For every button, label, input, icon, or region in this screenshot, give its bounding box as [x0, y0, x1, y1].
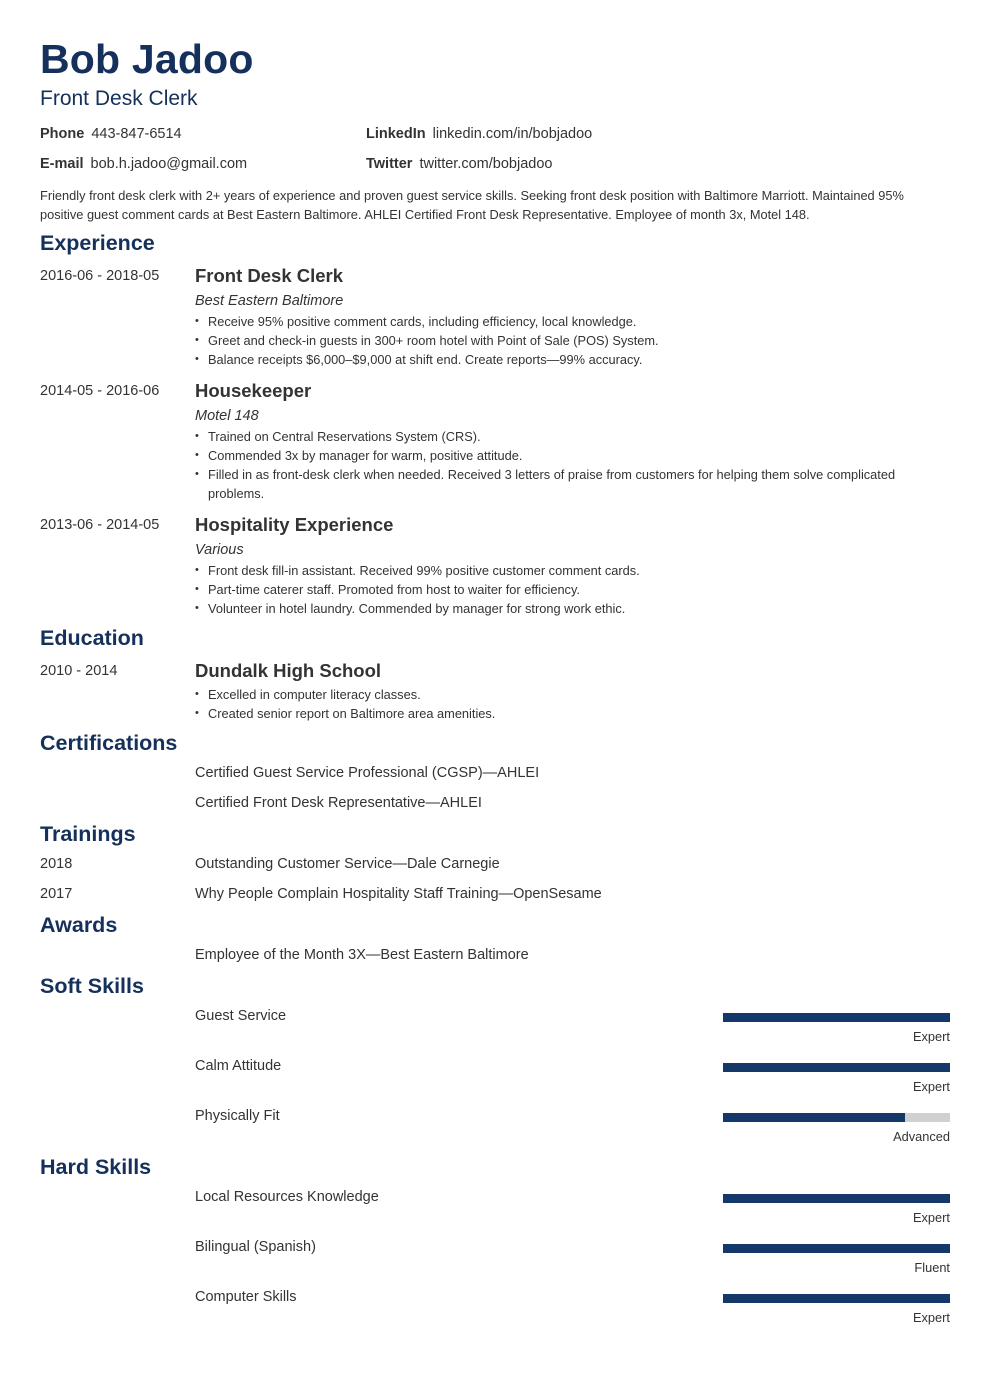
- skill-bar: [723, 1063, 950, 1072]
- certification-item: Certified Guest Service Professional (CGSP)—AHLEI: [195, 765, 540, 781]
- training-year: 2017: [40, 886, 73, 902]
- job-dates: 2016-06 - 2018-05: [40, 268, 160, 284]
- contact-email-label: E-mail: [40, 156, 84, 172]
- bullet-item: • Volunteer in hotel laundry. Commended by manager for strong work ethic.: [195, 599, 915, 618]
- experience-heading: Experience: [40, 231, 155, 255]
- education-heading: Education: [40, 626, 144, 650]
- education-bullets: [195, 685, 915, 723]
- skill-level: Fluent: [914, 1260, 950, 1275]
- skill-level: Expert: [913, 1029, 950, 1044]
- bullet-item: • Receive 95% positive comment cards, including efficiency, local knowledge.: [195, 312, 915, 331]
- resume-name: Bob Jadoo: [40, 36, 254, 82]
- contact-twitter-value: twitter.com/bobjadoo: [419, 156, 553, 172]
- contact-linkedin-value: linkedin.com/in/bobjadoo: [432, 126, 593, 142]
- skill-bar-fill: [723, 1294, 950, 1303]
- skill-level: Advanced: [893, 1129, 950, 1144]
- certification-item: Certified Front Desk Representative—AHLEI: [195, 795, 482, 811]
- hard-skills-heading: Hard Skills: [40, 1155, 152, 1179]
- skill-level: Expert: [913, 1079, 950, 1094]
- bullet-item: • Commended 3x by manager for warm, positive attitude.: [195, 446, 915, 465]
- bullet-item: • Front desk fill-in assistant. Received 99% positive customer comment cards.: [195, 561, 915, 580]
- contact-email-value: bob.h.jadoo@gmail.com: [90, 156, 248, 172]
- skill-bar-fill: [723, 1113, 905, 1122]
- awards-heading: Awards: [40, 913, 118, 937]
- contact-phone-label: Phone: [40, 126, 85, 142]
- skill-level: Expert: [913, 1210, 950, 1225]
- skill-bar: [723, 1013, 950, 1022]
- skill-bar: [723, 1244, 950, 1253]
- trainings-heading: Trainings: [40, 822, 136, 846]
- job-bullets: [195, 427, 915, 503]
- job-company: Motel 148: [195, 408, 259, 424]
- skill-name: Local Resources Knowledge: [195, 1189, 379, 1205]
- job-company: Various: [195, 542, 244, 558]
- contact-linkedin: [366, 125, 592, 143]
- skill-bar: [723, 1113, 950, 1122]
- job-title: Front Desk Clerk: [195, 265, 344, 286]
- contact-twitter: [366, 155, 552, 173]
- job-bullets: [195, 312, 915, 369]
- bullet-item: • Trained on Central Reservations System (CRS).: [195, 427, 915, 446]
- skill-bar-fill: [723, 1194, 950, 1203]
- training-name: Outstanding Customer Service—Dale Carnegie: [195, 856, 500, 872]
- skill-name: Guest Service: [195, 1008, 287, 1024]
- job-title: Hospitality Experience: [195, 514, 394, 535]
- training-year: 2018: [40, 856, 73, 872]
- education-school: Dundalk High School: [195, 660, 382, 681]
- bullet-item: • Filled in as front-desk clerk when needed. Received 3 letters of praise from customers for helping them solve complicated problems.: [195, 465, 915, 503]
- certifications-heading: Certifications: [40, 731, 178, 755]
- skill-bar-fill: [723, 1063, 950, 1072]
- job-company: Best Eastern Baltimore: [195, 293, 344, 309]
- award-item: Employee of the Month 3X—Best Eastern Baltimore: [195, 947, 529, 963]
- job-dates: 2014-05 - 2016-06: [40, 383, 160, 399]
- bullet-item: • Greet and check-in guests in 300+ room hotel with Point of Sale (POS) System.: [195, 331, 915, 350]
- contact-phone: [40, 125, 182, 143]
- skill-bar-fill: [723, 1013, 950, 1022]
- job-title: Housekeeper: [195, 380, 312, 401]
- soft-skills-heading: Soft Skills: [40, 974, 144, 998]
- skill-bar: [723, 1294, 950, 1303]
- job-bullets: [195, 561, 915, 618]
- training-name: Why People Complain Hospitality Staff Training—OpenSesame: [195, 886, 602, 902]
- contact-email: [40, 155, 247, 173]
- skill-name: Calm Attitude: [195, 1058, 282, 1074]
- job-dates: 2013-06 - 2014-05: [40, 517, 160, 533]
- summary-paragraph: Friendly front desk clerk with 2+ years of experience and proven guest service skills. Seeking front desk position with Baltimore Marriott. Maintained 95% positive guest comment cards at Best Eastern Baltimore. AHLEI Certified Front Desk Representative. Employee of month 3x, Motel 148.: [40, 188, 904, 222]
- skill-name: Computer Skills: [195, 1289, 297, 1305]
- skill-bar: [723, 1194, 950, 1203]
- skill-bar-fill: [723, 1244, 950, 1253]
- education-dates: 2010 - 2014: [40, 663, 118, 679]
- resume-job-title: Front Desk Clerk: [40, 87, 198, 110]
- bullet-item: • Created senior report on Baltimore area amenities.: [195, 704, 915, 723]
- skill-level: Expert: [913, 1310, 950, 1325]
- contact-linkedin-label: LinkedIn: [366, 126, 426, 142]
- contact-twitter-label: Twitter: [366, 156, 413, 172]
- skill-name: Physically Fit: [195, 1108, 280, 1124]
- bullet-item: • Part-time caterer staff. Promoted from host to waiter for efficiency.: [195, 580, 915, 599]
- skill-name: Bilingual (Spanish): [195, 1239, 316, 1255]
- bullet-item: • Balance receipts $6,000–$9,000 at shift end. Create reports—99% accuracy.: [195, 350, 915, 369]
- bullet-item: • Excelled in computer literacy classes.: [195, 685, 915, 704]
- contact-phone-value: 443-847-6514: [91, 126, 182, 142]
